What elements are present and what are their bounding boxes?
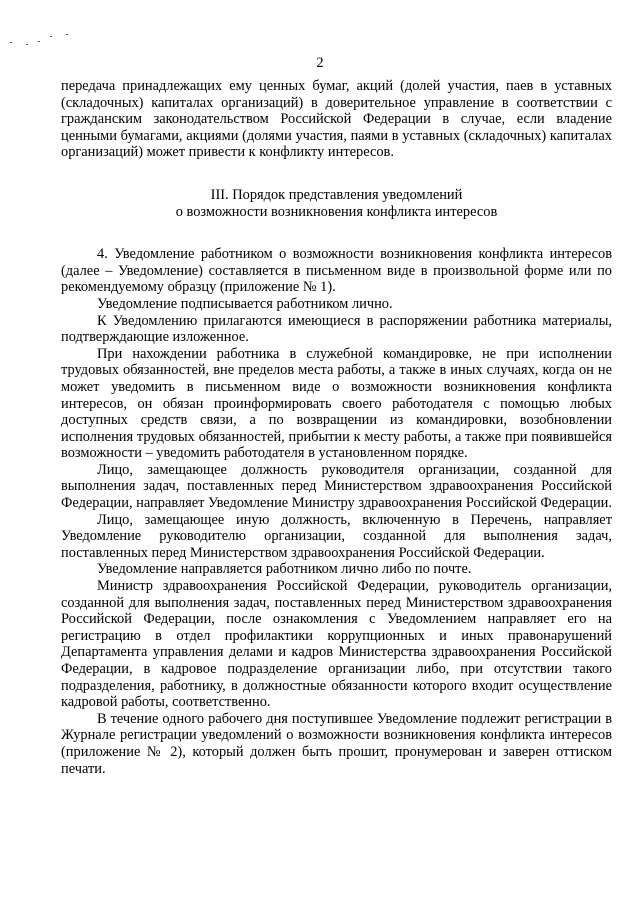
section-title-line-1: III. Порядок представления уведомлений [210, 186, 463, 203]
paragraph: Лицо, замещающее иную должность, включенную в Перечень, направляет Уведомление руководителю организации, созданной для выполнения задач, поставленных перед Министерством здравоохранения Российской Федерации. [61, 511, 612, 561]
paragraph: К Уведомлению прилагаются имеющиеся в распоряжении работника материалы, подтверждающие изложенное. [61, 312, 612, 346]
scan-speck [10, 42, 12, 43]
paragraph: Лицо, замещающее должность руководителя организации, созданной для выполнения задач, поставленных перед Министерством здравоохранения Российской Федерации, направляет Уведомление Министру здравоохранения Российской Федерации. [61, 461, 612, 512]
paragraph: Уведомление направляется работником лично либо по почте. [97, 561, 472, 578]
section-title-line-2: о возможности возникновения конфликта интересов [175, 203, 498, 220]
paragraph: В течение одного рабочего дня поступившее Уведомление подлежит регистрации в Журнале регистрации уведомлений о возможности возникновения конфликта интересов (приложение № 2), который должен быть прошит, пронумерован и заверен оттиском печати. [61, 710, 612, 777]
section-heading [61, 187, 612, 220]
scan-speck [66, 34, 68, 35]
continuation-paragraph: передача принадлежащих ему ценных бумаг, акций (долей участия, паев в уставных (складочных) капиталах организаций) в доверительное управление в соответствии с гражданским законодательством Российской Федерации в случае, если владение ценными бумагами, акциями (долями участия, паями в уставных (складочных) капиталах организаций) может привести к конфликту интересов. [61, 78, 612, 161]
paragraph: Уведомление подписывается работником лично. [97, 295, 393, 312]
paragraph: Министр здравоохранения Российской Федерации, руководитель организации, созданной для выполнения задач, поставленных перед Министерством здравоохранения Российской Федерации, после ознакомления с Уведомлением направляет его на регистрацию в отдел профилактики коррупционных и иных правонарушений Департамента управления делами и кадров Министерства здравоохранения Российской Федерации, в кадровое подразделение организации либо, при отсутствии такого подразделения, работнику, в должностные обязанности которого входит осуществление кадровой работы, соответственно. [61, 578, 612, 711]
scan-speck [26, 44, 28, 45]
page-number: 2 [316, 55, 324, 71]
paragraph: 4. Уведомление работником о возможности возникновения конфликта интересов (далее – Уведомление) составляется в письменном виде в произвольной форме или по рекомендуемому образцу (приложение № 1). [61, 246, 612, 296]
scan-speck [38, 41, 40, 42]
document-body [61, 78, 612, 777]
scan-speck [50, 36, 52, 37]
paragraph: При нахождении работника в служебной командировке, не при исполнении трудовых обязанностей, вне пределов места работы, а также в иных случаях, когда он не может уведомить в письменном виде о возможности возникновения конфликта интересов, он обязан проинформировать своего работодателя с помощью любых доступных средств связи, а по возвращении из командировки, возобновлении исполнения трудовых обязанностей, прибытии к месту работы, а также при появившейся возможности – уведомить работодателя в установленном порядке. [61, 345, 612, 462]
